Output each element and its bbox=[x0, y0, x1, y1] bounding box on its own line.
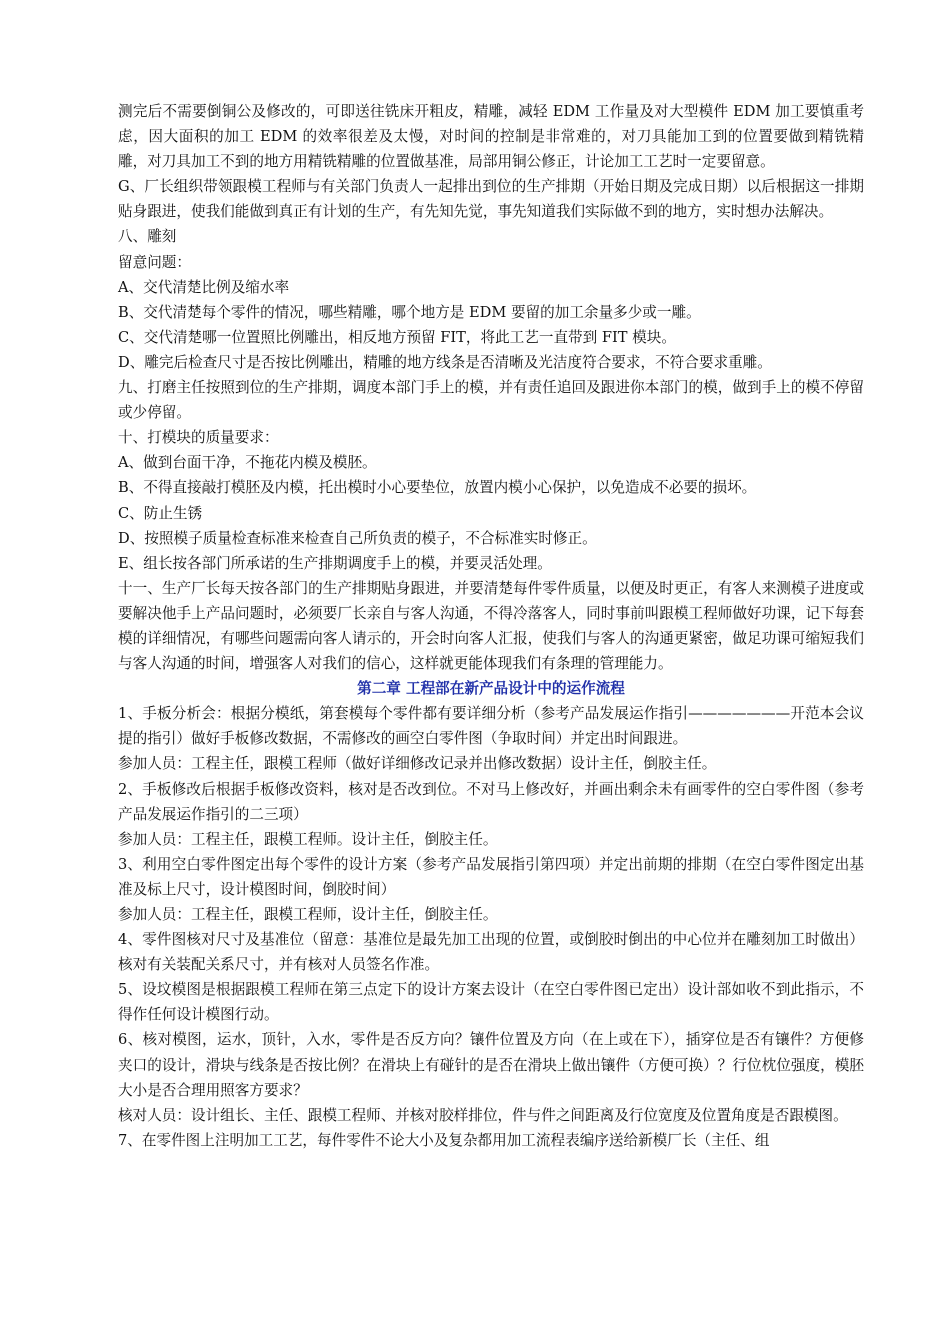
paragraph-g-schedule: G、厂长组织带领跟模工程师与有关部门负责人一起排出到位的生产排期（开始日期及完成日期）以后根据这一排期贴身跟进，使我们能做到真正有计划的生产，有先知先觉，事先知道我们实际做不到的地方，实时想办法解决。 bbox=[118, 178, 864, 221]
step-3-participants: 参加人员：工程主任，跟模工程师，设计主任，倒胶主任。 bbox=[118, 906, 498, 923]
step-5: 5、设坟模图是根据跟模工程师在第三点定下的设计方案去设计（在空白零件图已定出）设计部如收不到此指示，不得作任何设计模图行动。 bbox=[118, 981, 864, 1024]
list-item-d: D、按照模子质量检查标准来检查自己所负责的模子，不合标准实时修正。 bbox=[118, 529, 597, 547]
list-item-d: D、雕完后检查尺寸是否按比例雕出，精雕的地方线条是否清晰及光洁度符合要求，不符合要求重雕。 bbox=[118, 353, 772, 371]
list-item-e: E、组长按各部门所承诺的生产排期调度手上的模，并要灵活处理。 bbox=[118, 554, 552, 572]
step-7: 7、在零件图上注明加工工艺，每件零件不论大小及复杂都用加工流程表编序送给新模厂长（主任、组 bbox=[118, 1131, 770, 1149]
step-6: 6、核对模图，运水，顶针，入水，零件是否反方向？镶件位置及方向（在上或在下），插穿位是否有镶件？方便修夹口的设计，滑块与线条是否按比例？在滑块上有碰针的是否在滑块上做出镶件（方便可换）？行位枕位强度，模胚大小是否合理用照客方要求？ bbox=[118, 1031, 864, 1099]
paragraph-edm-note: 测完后不需要倒铜公及修改的，可即送往铣床开粗皮，精雕，减轻 EDM 工作量及对大型模件 EDM 加工要慎重考虑，因大面积的加工 EDM 的效率很差及太慢，对时间的控制是非常难的，对刀具能加工到的位置要做到精铣精雕，对刀具加工不到的地方用精铣精雕的位置做基准，局部用铜公修正，计论加工工艺时一定要留意。 bbox=[118, 103, 864, 171]
paragraph-attention: 留意问题： bbox=[118, 253, 191, 271]
step-2: 2、手板修改后根据手板修改资料，核对是否改到位。不对马上修改好，并画出剩余未有画零件的空白零件图（参考产品发展运作指引的二三项） bbox=[118, 780, 864, 823]
section-heading-engraving: 八、雕刻 bbox=[118, 228, 177, 246]
section-eleven: 十一、生产厂长每天按各部门的生产排期贴身跟进，并要清楚每件零件质量，以便及时更正，有客人来测模子进度或要解决他手上产品问题时，必须要厂长亲自与客人沟通，不得冷落客人，同时事前叫跟模工程师做好功课，记下每套模的详细情况，有哪些问题需向客人请示的，开会时向客人汇报，使我们与客人的沟通更紧密，做足功课可缩短我们与客人沟通的时间，增强客人对我们的信心，这样就更能体现我们有条理的管理能力。 bbox=[118, 579, 864, 673]
step-3: 3、利用空白零件图定出每个零件的设计方案（参考产品发展指引第四项）并定出前期的排期（在空白零件图定出基准及标上尺寸，设计模图时间，倒胶时间） bbox=[118, 855, 864, 898]
document-page bbox=[118, 99, 864, 1153]
chapter-title: 第二章 工程部在新产品设计中的运作流程 bbox=[357, 680, 625, 698]
list-item-a: A、交代清楚比例及缩水率 bbox=[118, 278, 290, 296]
list-item-b: B、交代清楚每个零件的情况，哪些精雕，哪个地方是 EDM 要留的加工余量多少或一雕。 bbox=[118, 303, 701, 321]
list-item-a: A、做到台面干净，不拖花内模及模胚。 bbox=[118, 454, 377, 472]
step-2-participants: 参加人员：工程主任，跟模工程师。设计主任，倒胶主任。 bbox=[118, 830, 498, 848]
step-1-participants: 参加人员：工程主任，跟模工程师（做好详细修改记录并出修改数据）设计主任，倒胶主任。 bbox=[118, 755, 717, 773]
list-item-c: C、防止生锈 bbox=[118, 504, 203, 522]
step-6-checkers: 核对人员：设计组长、主任、跟模工程师、并核对胶样排位，件与件之间距离及行位宽度及位置角度是否跟模图。 bbox=[118, 1106, 848, 1124]
list-item-c: C、交代清楚哪一位置照比例雕出，相反地方预留 FIT，将此工艺一直带到 FIT 模块。 bbox=[118, 328, 676, 346]
section-polishing: 九、打磨主任按照到位的生产排期，调度本部门手上的模，并有责任追回及跟进你本部门的模，做到手上的模不停留或少停留。 bbox=[118, 379, 864, 422]
step-1: 1、手板分析会：根据分模纸，第套模每个零件都有要详细分析（参考产品发展运作指引———————开范本会议提的指引）做好手板修改数据，不需修改的画空白零件图（争取时间）并定出时间跟进。 bbox=[118, 705, 864, 748]
step-4: 4、零件图核对尺寸及基准位（留意：基准位是最先加工出现的位置，或倒胶时倒出的中心位并在雕刻加工时做出）核对有关装配关系尺寸，并有核对人员签名作准。 bbox=[118, 931, 864, 974]
list-item-b: B、不得直接敲打模胚及内模，托出模时小心要垫位，放置内模小心保护，以免造成不必要的损坏。 bbox=[118, 479, 757, 497]
section-heading-quality: 十、打模块的质量要求： bbox=[118, 429, 279, 447]
